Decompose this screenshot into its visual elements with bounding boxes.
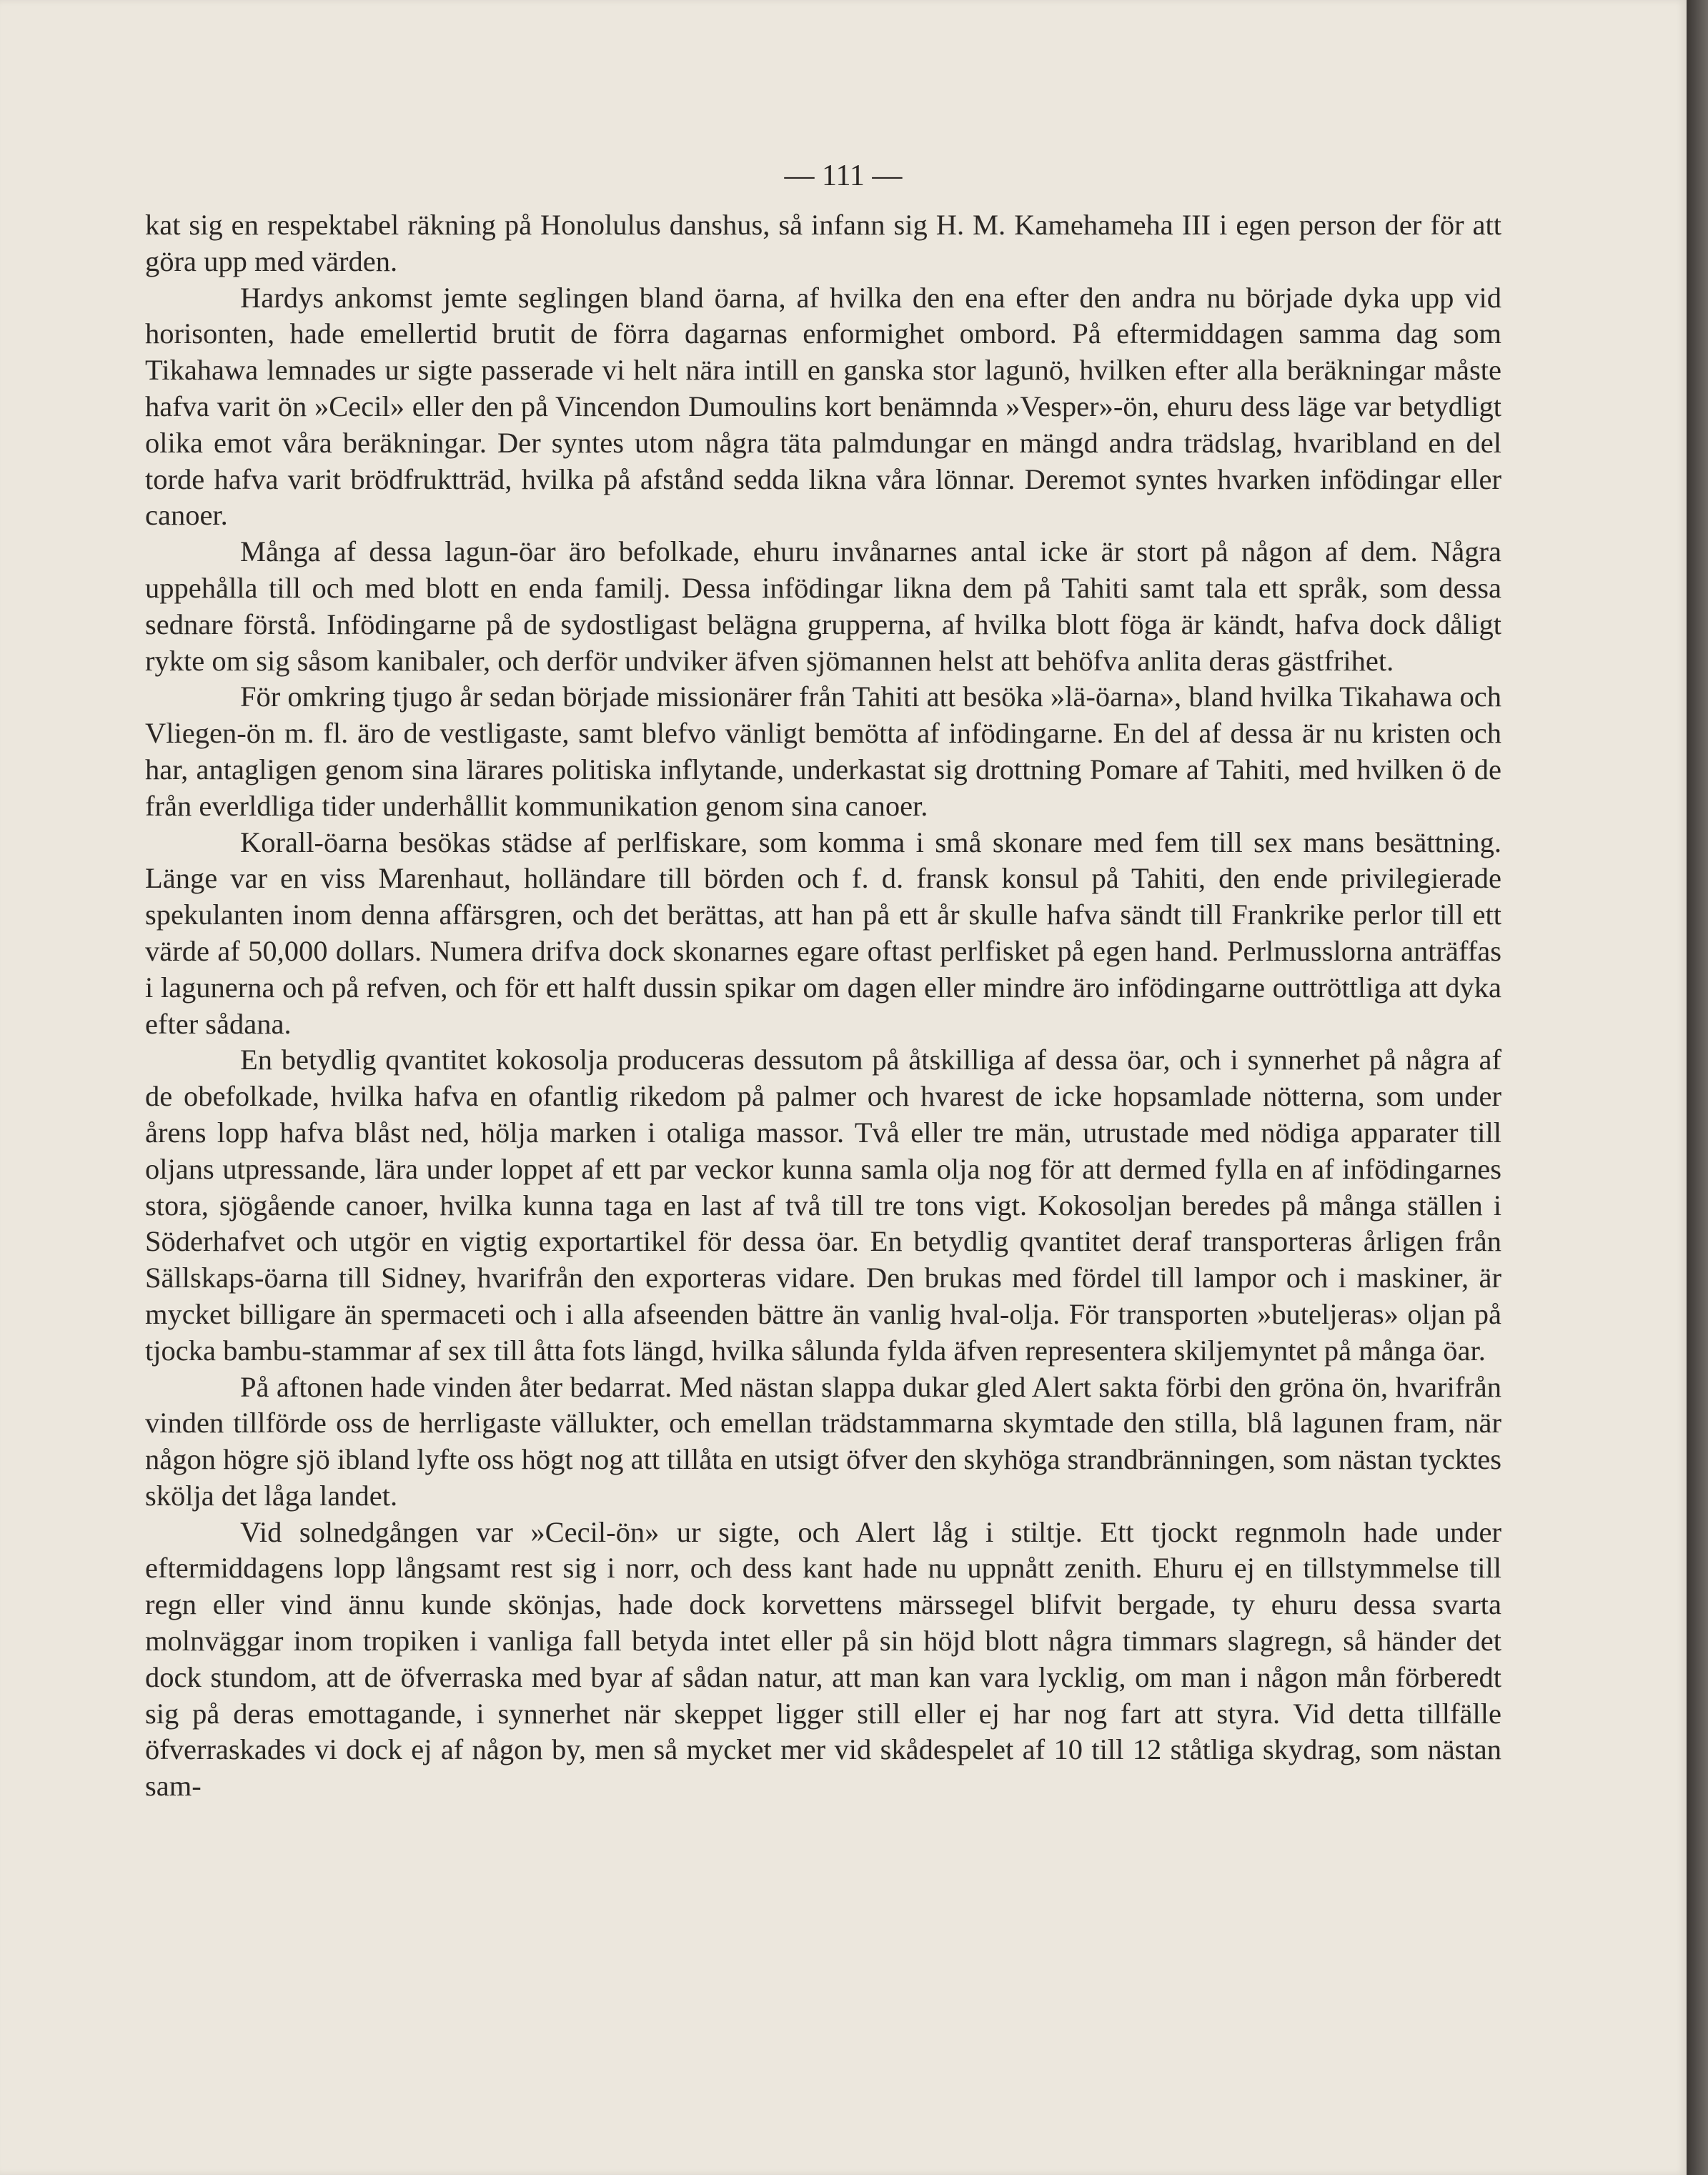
paragraph: kat sig en respektabel räkning på Honolulus danshus, så infann sig H. M. Kamehameha III i egen person der för att göra upp med värden. <box>145 209 1501 277</box>
paragraph: På aftonen hade vinden åter bedarrat. Med nästan slappa dukar gled Alert sakta förbi den gröna ön, hvarifrån vinden tillförde oss de herrligaste vällukter, och emellan trädstammarna skymtade den stilla, blå lagunen fram, när någon högre sjö ibland lyfte oss högt nog att tillåta en utsigt öfver den skyhöga strandbränningen, som nästan tycktes skölja det låga landet. <box>145 1370 1501 1512</box>
paragraph: Många af dessa lagun-öar äro befolkade, ehuru invånarnes antal icke är stort på någon af dem. Några uppehålla till och med blott en enda familj. Dessa infödingar likna dem på Tahiti samt tala ett språk, som dessa sednare förstå. Infödingarne på de sydostligast belägna grupperna, af hvilka blott föga är kändt, hafva dock dåligt rykte om sig såsom kanibaler, och derför undviker äfven sjömannen helst att behöfva anlita deras gästfrihet. <box>145 535 1501 677</box>
paragraph: Hardys ankomst jemte seglingen bland öarna, af hvilka den ena efter den andra nu började dyka upp vid horisonten, hade emellertid brutit de förra dagarnas enformighet ombord. På eftermiddagen samma dag som Tikahawa lemnades ur sigte passerade vi helt nära intill en ganska stor lagunö, hvilken efter alla beräkningar måste hafva varit ön »Cecil» eller den på Vincendon Dumoulins kort benämnda »Vesper»-ön, ehuru dess läge var betydligt olika emot våra beräkningar. Der syntes utom några täta palmdungar en mängd andra trädslag, hvaribland en del torde hafva varit brödfruktträd, hvilka på afstånd sedda likna våra lönnar. Deremot syntes hvarken infödingar eller canoer. <box>145 281 1501 532</box>
book-edge <box>1687 0 1708 2175</box>
page-number: — 111 — <box>784 159 903 192</box>
body-text <box>145 207 1501 1805</box>
paragraph: Korall-öarna besökas städse af perlfiskare, som komma i små skonare med fem till sex mans besättning. Länge var en viss Marenhaut, holländare till börden och f. d. fransk konsul på Tahiti, den ende privilegierade spekulanten inom denna affärsgren, och det berättas, att han på ett år skulle hafva sändt till Frankrike perlor till ett värde af 50,000 dollars. Numera drifva dock skonarnes egare oftast perlfisket på egen hand. Perlmusslorna anträffas i lagunerna och på refven, och för ett halft dussin spikar om dagen eller mindre äro infödingarne outtröttliga att dyka efter sådana. <box>145 826 1501 1040</box>
paragraph: Vid solnedgången var »Cecil-ön» ur sigte, och Alert låg i stiltje. Ett tjockt regnmoln hade under eftermiddagens lopp långsamt rest sig i norr, och dess kant hade nu uppnått zenith. Ehuru ej en tillstymmelse till regn eller vind ännu kunde skönjas, hade dock korvettens märssegel blifvit bergade, ty ehuru dessa svarta molnväggar inom tropiken i vanliga fall betyda intet eller på sin höjd blott några timmars slagregn, så händer det dock stundom, att de öfverraska med byar af sådan natur, att man kan vara lycklig, om man i någon mån förberedt sig på deras emottagande, i synnerhet när skeppet ligger still eller ej har nog fart att styra. Vid detta tillfälle öfverraskades vi dock ej af någon by, men så mycket mer vid skådespelet af 10 till 12 ståtliga skydrag, som nästan sam- <box>145 1515 1501 1803</box>
paragraph: För omkring tjugo år sedan började missionärer från Tahiti att besöka »lä-öarna», bland hvilka Tikahawa och Vliegen-ön m. fl. äro de vestligaste, samt blefvo vänligt bemötta af infödingarne. En del af dessa är nu kristen och har, antagligen genom sina lärares politiska inflytande, underkastat sig drottning Pomare af Tahiti, med hvilken ö de från everldliga tider underhållit kommunikation genom sina canoer. <box>145 680 1501 822</box>
paragraph: En betydlig qvantitet kokosolja produceras dessutom på åtskilliga af dessa öar, och i synnerhet på några af de obefolkade, hvilka hafva en ofantlig rikedom på palmer och hvarest de icke hopsamlade nötterna, som under årens lopp hafva blåst ned, hölja marken i otaliga massor. Två eller tre män, utrustade med nödiga apparater till oljans utpressande, lära under loppet af ett par veckor kunna samla olja nog för att dermed fylla en af infödingarnes stora, sjögående canoer, hvilka kunna taga en last af två till tre tons vigt. Kokosoljan beredes på många ställen i Söderhafvet och utgör en vigtig exportartikel för dessa öar. En betydlig qvantitet deraf transporteras årligen från Sällskaps-öarna till Sidney, hvarifrån den exporteras vidare. Den brukas med fördel till lampor och i maskiner, är mycket billigare än spermaceti och i alla afseenden bättre än vanlig hval-olja. För transporten »buteljeras» oljan på tjocka bambu-stammar af sex till åtta fots längd, hvilka sålunda fylda äfven representera skiljemyntet på många öar. <box>145 1044 1501 1367</box>
